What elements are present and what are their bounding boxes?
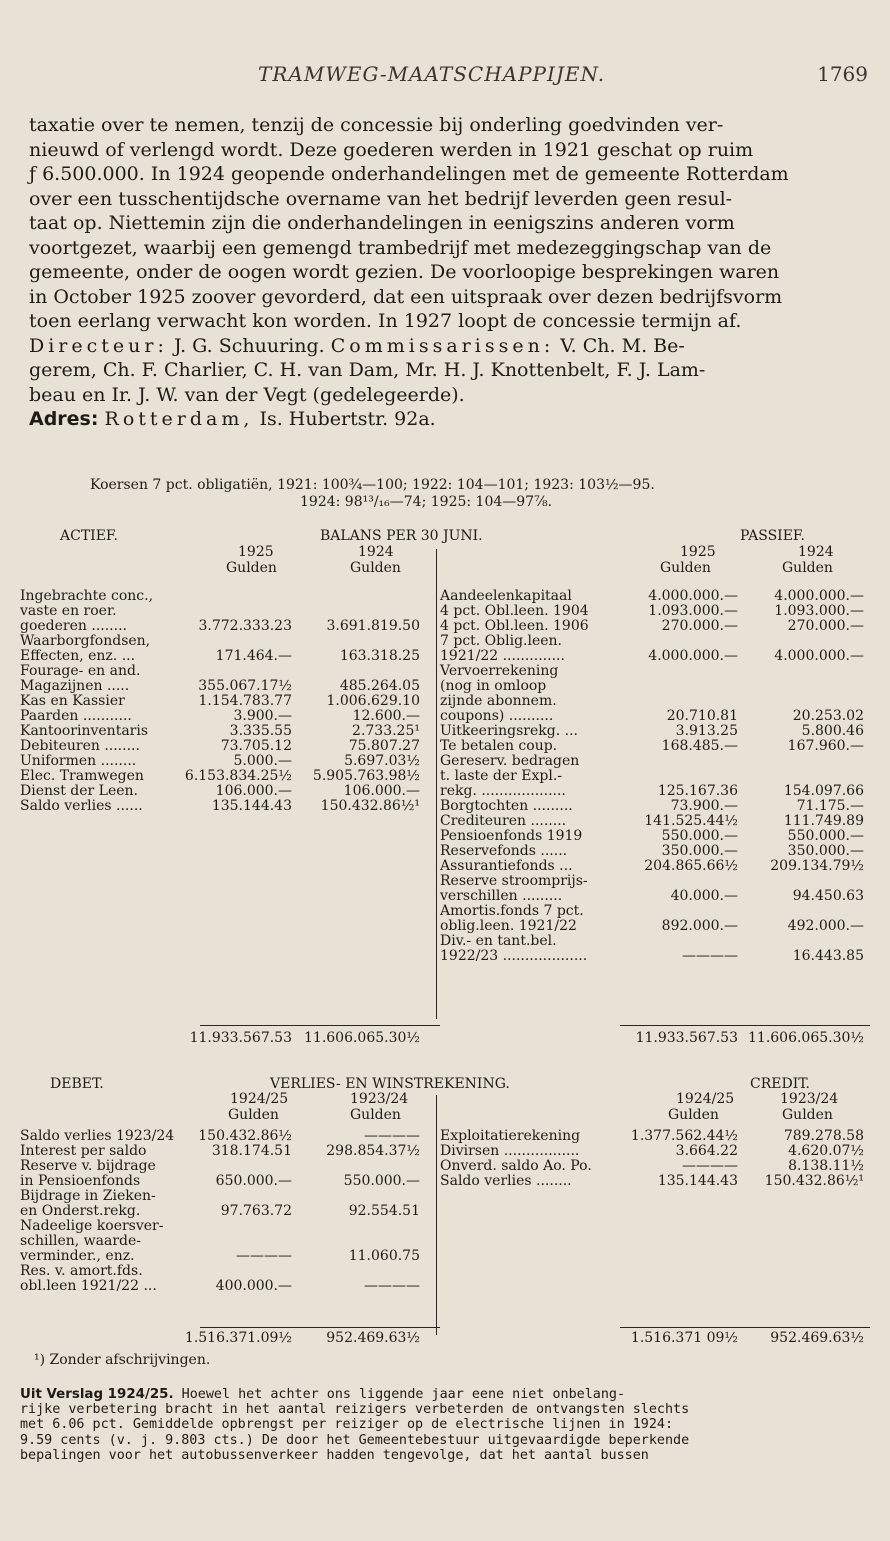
row-amount: ————	[682, 948, 738, 964]
row-amount: 16.443.85	[792, 948, 864, 964]
balans-table	[20, 529, 870, 1049]
row-label: Waarborgfondsen,	[20, 633, 151, 649]
actief-total-1925: 11.933.567.53	[189, 1030, 292, 1046]
row-amount: 1.377.562.44½	[630, 1128, 738, 1144]
row-amount: 2.733.25¹	[352, 723, 420, 739]
credit-heading: CREDIT.	[750, 1076, 810, 1092]
row-amount: 73.705.12	[220, 738, 292, 754]
row-amount: 106.000.—	[343, 783, 420, 799]
commissarissen-line: gerem, Ch. F. Charlier, C. H. van Dam, Mr. H. J. Knottenbelt, F. J. Lam-	[29, 359, 706, 381]
adres-street: Is. Hubertstr. 92a.	[259, 408, 436, 430]
row-label: Gereserv. bedragen	[440, 753, 580, 769]
directeur-label: Directeur:	[29, 334, 168, 357]
row-label: Ingebrachte conc.,	[20, 588, 154, 604]
col-unit: Gulden	[228, 1107, 279, 1123]
row-label: Fourage- en and.	[20, 663, 141, 679]
row-amount: 650.000.—	[215, 1173, 292, 1189]
koersen-line: Koersen 7 pct. obligatiën, 1921: 100¾—100; 1922: 104—101; 1923: 103½—95.	[90, 477, 655, 493]
col-unit: Gulden	[226, 560, 277, 576]
row-label: Vervoerrekening	[440, 663, 559, 679]
row-label: zijnde abonnem.	[440, 693, 557, 709]
row-label: Interest per saldo	[20, 1143, 147, 1159]
col-year: 1924/25	[676, 1091, 735, 1107]
row-amount: 150.432.86½¹	[764, 1173, 864, 1189]
row-label: Effecten, enz. ...	[20, 648, 136, 664]
running-title: TRAMWEG-MAATSCHAPPIJEN.	[258, 62, 606, 86]
row-label: 1922/23 ...................	[440, 948, 588, 964]
adres-line	[29, 407, 871, 432]
total-rule	[200, 1327, 440, 1328]
actief-total-1924: 11.606.065.30½	[304, 1030, 420, 1046]
row-amount: 318.174.51	[211, 1143, 292, 1159]
row-amount: 150.432.86½¹	[320, 798, 420, 814]
row-amount: 485.264.05	[339, 678, 420, 694]
row-amount: 4.000.000.—	[648, 588, 738, 604]
row-amount: 1.093.000.—	[774, 603, 864, 619]
page-number: 1769	[817, 62, 868, 86]
row-label: Amortis.fonds 7 pct.	[440, 903, 584, 919]
row-amount: 71.175.—	[796, 798, 864, 814]
row-amount: 20.253.02	[792, 708, 864, 724]
row-label: t. laste der Expl.-	[440, 768, 563, 784]
col-unit: Gulden	[782, 560, 833, 576]
debet-total-2: 952.469.63½	[326, 1330, 420, 1346]
row-amount: 12.600.—	[352, 708, 420, 724]
body-line: taxatie over te nemen, tenzij de concessie bij onderling goedvinden ver-	[29, 114, 724, 136]
row-amount: 167.960.—	[787, 738, 864, 754]
row-amount: 20.710.81	[666, 708, 738, 724]
col-unit: Gulden	[782, 1107, 833, 1123]
row-amount: 4.000.000.—	[774, 588, 864, 604]
row-amount: 5.800.46	[801, 723, 864, 739]
row-label: verminder., enz.	[20, 1248, 135, 1264]
verslag-line: 9.59 cents (v. j. 9.803 cts.) De door het Gemeentebestuur uitgevaardigde beperkende	[20, 1432, 690, 1448]
row-label: Borgtochten .........	[440, 798, 573, 814]
row-label: schillen, waarde-	[20, 1233, 142, 1249]
row-amount: 92.554.51	[348, 1203, 420, 1219]
commissarissen-line: beau en Ir. J. W. van der Vegt (gedelegeerde).	[29, 383, 465, 406]
row-amount: 298.854.37½	[326, 1143, 420, 1159]
row-amount: 125.167.36	[657, 783, 738, 799]
row-label: Uniformen ........	[20, 753, 137, 769]
total-rule	[620, 1327, 870, 1328]
row-amount: ————	[682, 1158, 738, 1174]
row-amount: ————	[364, 1128, 420, 1144]
col-unit: Gulden	[660, 560, 711, 576]
adres-city: Rotterdam,	[104, 408, 254, 430]
row-label: (nog in omloop	[440, 678, 547, 694]
row-label: Nadeelige koersver-	[20, 1218, 164, 1234]
verslag-line: rijke verbetering bracht in het aantal reizigers verbeterden de ontvangsten slechts	[20, 1402, 690, 1418]
row-amount: 75.807.27	[348, 738, 420, 754]
body-line: taat op. Niettemin zijn die onderhandelingen in eenigszins anderen vorm	[29, 212, 735, 234]
row-amount: 350.000.—	[787, 843, 864, 859]
row-amount: 204.865.66½	[644, 858, 738, 874]
row-label: Pensioenfonds 1919	[440, 828, 583, 844]
col-year: 1924	[358, 544, 394, 560]
col-year: 1924	[798, 544, 834, 560]
row-amount: 492.000.—	[787, 918, 864, 934]
row-amount: ————	[236, 1248, 292, 1264]
commissarissen-label: Commissarissen:	[330, 334, 555, 357]
row-amount: 8.138.11½	[788, 1158, 864, 1174]
row-amount: 3.913.25	[675, 723, 738, 739]
row-amount: 1.093.000.—	[648, 603, 738, 619]
row-label: Kas en Kassier	[20, 693, 125, 709]
row-label: Exploitatierekening	[440, 1128, 581, 1144]
passief-total-1924: 11.606.065.30½	[748, 1030, 864, 1046]
row-label: Divirsen .................	[440, 1143, 580, 1159]
row-label: obl.leen 1921/22 ...	[20, 1278, 157, 1294]
row-amount: 135.144.43	[657, 1173, 738, 1189]
credit-total-1: 1.516.371 09½	[630, 1330, 738, 1346]
body-line: in October 1925 zoover gevorderd, dat een uitspraak over dezen bedrijfsvorm	[29, 285, 783, 308]
col-year: 1923/24	[780, 1091, 839, 1107]
body-line: nieuwd of verlengd wordt. Deze goederen werden in 1921 geschat op ruim	[29, 138, 754, 161]
row-label: 7 pct. Oblig.leen.	[440, 633, 563, 649]
col-year: 1925	[238, 544, 274, 560]
row-label: Saldo verlies ........	[440, 1173, 572, 1189]
row-amount: 6.153.834.25½	[184, 768, 292, 784]
verslag-label: Uit Verslag 1924/25.	[20, 1387, 174, 1402]
row-label: Res. v. amort.fds.	[20, 1263, 143, 1279]
row-amount: 4.000.000.—	[774, 648, 864, 664]
row-label: 1921/22 ..............	[440, 648, 565, 664]
row-label: Reserve v. bijdrage	[20, 1158, 156, 1174]
row-amount: 789.278.58	[783, 1128, 864, 1144]
row-label: en Onderst.rekg.	[20, 1203, 141, 1219]
row-amount: 4.620.07½	[788, 1143, 864, 1159]
row-amount: 400.000.—	[215, 1278, 292, 1294]
row-amount: 3.691.819.50	[326, 618, 420, 634]
row-amount: 355.067.17½	[198, 678, 292, 694]
row-label: Magazijnen .....	[20, 678, 130, 694]
body-line: voortgezet, waarbij een gemengd trambedrijf met medezeggingschap van de	[29, 236, 772, 259]
debet-total-1: 1.516.371.09½	[184, 1330, 292, 1346]
row-amount: 350.000.—	[661, 843, 738, 859]
body-text	[29, 113, 871, 432]
row-amount: 1.154.783.77	[198, 693, 292, 709]
row-amount: 94.450.63	[792, 888, 864, 904]
row-label: Assurantiefonds ...	[440, 858, 573, 874]
row-amount: 135.144.43	[211, 798, 292, 814]
row-amount: 5.905.763.98½	[312, 768, 420, 784]
verslag-first: Hoewel het achter ons liggende jaar eene niet onbelang-	[173, 1387, 626, 1402]
running-header	[0, 62, 890, 90]
footnote: ¹) Zonder afschrijvingen.	[34, 1352, 211, 1368]
directeur-value: J. G. Schuuring.	[173, 334, 325, 357]
credit-total-2: 952.469.63½	[770, 1330, 864, 1346]
total-rule	[620, 1025, 870, 1026]
row-label: Reserve stroomprijs-	[440, 873, 588, 889]
col-year: 1925	[680, 544, 716, 560]
row-label: rekg. ...................	[440, 783, 566, 799]
row-label: Debiteuren ........	[20, 738, 140, 754]
row-amount: 3.772.333.23	[198, 618, 292, 634]
row-label: verschillen .........	[440, 888, 563, 904]
row-amount: 3.335.55	[229, 723, 292, 739]
directeur-line	[29, 334, 871, 359]
row-label: 4 pct. Obl.leen. 1904	[440, 603, 589, 619]
row-amount: 154.097.66	[783, 783, 864, 799]
row-amount: 111.749.89	[783, 813, 864, 829]
row-label: 4 pct. Obl.leen. 1906	[440, 618, 589, 634]
row-label: Elec. Tramwegen	[20, 768, 144, 784]
row-label: Saldo verlies ......	[20, 798, 143, 814]
row-amount: 1.006.629.10	[326, 693, 420, 709]
row-amount: 4.000.000.—	[648, 648, 738, 664]
row-label: Onverd. saldo Ao. Po.	[440, 1158, 592, 1174]
row-label: in Pensioenfonds	[20, 1173, 141, 1189]
koersen-block	[90, 477, 830, 511]
row-amount: 550.000.—	[787, 828, 864, 844]
row-label: Bijdrage in Zieken-	[20, 1188, 156, 1204]
row-label: Paarden ...........	[20, 708, 132, 724]
row-label: Uitkeeringsrekg. ...	[440, 723, 578, 739]
body-line: ƒ 6.500.000. In 1924 geopende onderhandelingen met de gemeente Rotterdam	[29, 163, 789, 185]
row-label: vaste en roer.	[20, 603, 117, 619]
row-label: Div.- en tant.bel.	[440, 933, 557, 949]
column-rule	[436, 549, 437, 1019]
commissarissen-first: V. Ch. M. Be-	[560, 334, 685, 357]
passief-heading: PASSIEF.	[740, 528, 805, 544]
passief-total-1925: 11.933.567.53	[635, 1030, 738, 1046]
row-amount: 163.318.25	[339, 648, 420, 664]
row-label: Saldo verlies 1923/24	[20, 1128, 175, 1144]
row-label: oblig.leen. 1921/22	[440, 918, 577, 934]
koersen-line: 1924: 98¹³/₁₆—74; 1925: 104—97⅞.	[300, 494, 553, 510]
row-amount: 550.000.—	[343, 1173, 420, 1189]
row-label: Kantoorinventaris	[20, 723, 149, 739]
col-unit: Gulden	[668, 1107, 719, 1123]
adres-label: Adres:	[29, 408, 99, 430]
row-label: Crediteuren ........	[440, 813, 567, 829]
verslag-line: bepalingen voor het autobussenverkeer hadden tengevolge, dat het aantal bussen	[20, 1447, 649, 1463]
row-amount: 209.134.79½	[770, 858, 864, 874]
row-amount: 5.697.03½	[344, 753, 420, 769]
col-unit: Gulden	[350, 1107, 401, 1123]
verslag-line	[20, 1387, 870, 1402]
col-year: 1923/24	[350, 1091, 409, 1107]
verslag-block	[20, 1387, 870, 1463]
column-rule	[436, 1095, 437, 1335]
row-amount: 892.000.—	[661, 918, 738, 934]
col-unit: Gulden	[350, 560, 401, 576]
row-amount: 270.000.—	[787, 618, 864, 634]
debet-heading: DEBET.	[50, 1076, 104, 1092]
body-line: gemeente, onder de oogen wordt gezien. De voorloopige besprekingen waren	[29, 261, 780, 283]
verlies-title: VERLIES- EN WINSTREKENING.	[270, 1076, 510, 1092]
row-amount: ————	[364, 1278, 420, 1294]
row-amount: 73.900.—	[670, 798, 738, 814]
body-line: over een tusschentijdsche overname van het bedrijf leverden geen resul-	[29, 187, 733, 210]
row-amount: 40.000.—	[670, 888, 738, 904]
row-amount: 550.000.—	[661, 828, 738, 844]
body-line: toen eerlang verwacht kon worden. In 1927 loopt de concessie termijn af.	[29, 310, 742, 332]
row-amount: 3.664.22	[675, 1143, 738, 1159]
balans-title: BALANS PER 30 JUNI.	[320, 528, 483, 544]
row-amount: 3.900.—	[233, 708, 292, 724]
row-label: Aandeelenkapitaal	[440, 588, 572, 604]
total-rule	[200, 1025, 440, 1026]
row-amount: 141.525.44½	[644, 813, 738, 829]
row-amount: 171.464.—	[215, 648, 292, 664]
row-amount: 5.000.—	[233, 753, 292, 769]
verlies-winst-table	[20, 1077, 870, 1347]
row-label: Dienst der Leen.	[20, 783, 138, 799]
row-amount: 106.000.—	[215, 783, 292, 799]
col-year: 1924/25	[230, 1091, 289, 1107]
row-amount: 150.432.86½	[198, 1128, 292, 1144]
row-amount: 270.000.—	[661, 618, 738, 634]
row-amount: 97.763.72	[220, 1203, 292, 1219]
row-label: goederen ........	[20, 618, 127, 634]
row-amount: 11.060.75	[348, 1248, 420, 1264]
row-label: Te betalen coup.	[440, 738, 558, 754]
verslag-line: met 6.06 pct. Gemiddelde opbrengst per reiziger op de electrische lijnen in 1924:	[20, 1417, 674, 1433]
row-label: Reservefonds ......	[440, 843, 568, 859]
row-label: coupons) ..........	[440, 708, 554, 724]
actief-heading: ACTIEF.	[60, 528, 118, 544]
row-amount: 168.485.—	[661, 738, 738, 754]
